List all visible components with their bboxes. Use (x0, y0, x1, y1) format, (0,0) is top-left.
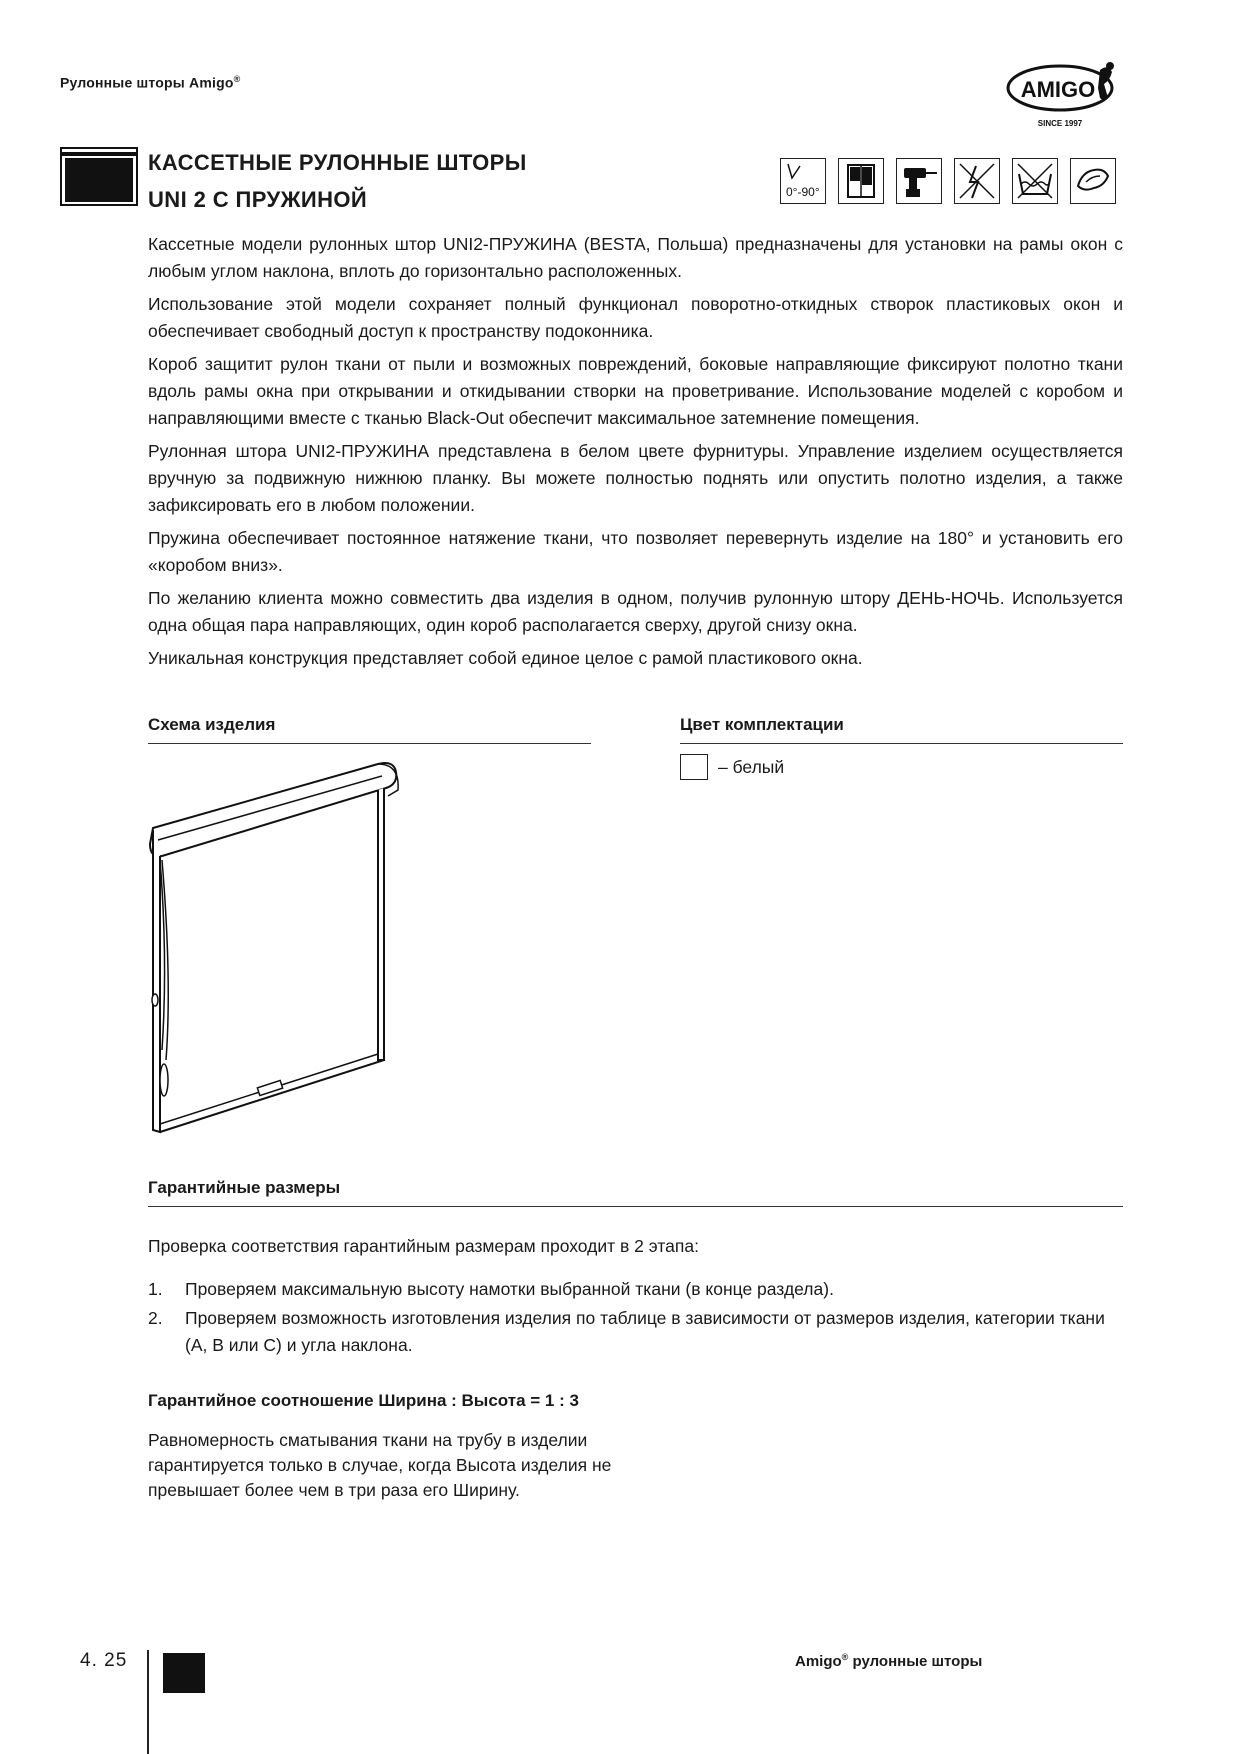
logo-since: SINCE 1997 (1037, 119, 1083, 128)
description-paragraph: Использование этой модели сохраняет полный функционал поворотно-откидных створок пластиковых окон и обеспечивает свободный доступ к пространству подоконника. (148, 294, 1123, 341)
guarantee-intro: Проверка соответствия гарантийным размерам проходит в 2 этапа: (148, 1236, 699, 1256)
product-scheme-drawing (148, 760, 408, 1140)
registered-mark: ® (841, 1652, 849, 1662)
guarantee-steps (148, 1276, 1123, 1361)
description-paragraph: Рулонная штора UNI2-ПРУЖИНА представлена в белом цвете фурнитуры. Управление изделием осуществляется вручную за подвижную нижнюю планку. Вы можете полностью поднять или опустить полотно изделия, а также зафиксировать его в любом положении. (148, 441, 1123, 515)
ratio-text: Равномерность сматывания ткани на трубу в изделии гарантируется только в случае, когда Высота изделия не превышает более чем в три раза его Ширину. (148, 1430, 612, 1500)
angle-0-90-icon (780, 158, 826, 204)
title-line-2: UNI 2 С ПРУЖИНОЙ (148, 187, 368, 212)
color-label: – белый (718, 756, 785, 777)
footer-marker (163, 1653, 205, 1693)
page-title (148, 144, 527, 218)
step-text: Проверяем максимальную высоту намотки выбранной ткани (в конце раздела). (185, 1279, 834, 1299)
list-item (148, 1276, 1123, 1303)
ratio-heading: Гарантийное соотношение Ширина : Высота = 1 : 3 (148, 1391, 579, 1410)
scheme-heading: Схема изделия (148, 715, 591, 744)
logo-wordmark: AMIGO (1020, 77, 1096, 102)
step-number: 2. (148, 1308, 163, 1328)
description-paragraph: По желанию клиента можно совместить два изделия в одном, получив рулонную штору ДЕНЬ-НОЧЬ. Используется одна общая пара направляющих, один короб располагается сверху, другой снизу окна. (148, 588, 1123, 635)
page-number: 4. 25 (80, 1650, 128, 1671)
color-option (680, 754, 784, 780)
running-header (60, 74, 240, 91)
title-line-1: КАССЕТНЫЕ РУЛОННЫЕ ШТОРЫ (148, 150, 527, 175)
footer-brand-suffix: рулонные шторы (848, 1653, 983, 1670)
drill-icon (896, 158, 942, 204)
list-item (148, 1305, 1123, 1359)
angle-label: 0°-90° (786, 185, 820, 199)
wipe-cleaning-icon (1070, 158, 1116, 204)
description-paragraph: Уникальная конструкция представляет собой единое целое с рамой пластикового окна. (148, 648, 863, 668)
color-swatch-white (680, 754, 708, 780)
footer-brand (795, 1652, 982, 1670)
feature-pictograms (780, 158, 1116, 204)
color-heading: Цвет комплектации (680, 715, 1123, 744)
running-title: Рулонные шторы Amigo (60, 74, 234, 91)
no-wash-icon (1012, 158, 1058, 204)
description (148, 231, 1123, 678)
window-icon (838, 158, 884, 204)
step-number: 1. (148, 1279, 163, 1299)
description-paragraph: Короб защитит рулон ткани от пыли и возможных повреждений, боковые направляющие фиксируют полотно ткани вдоль рамы окна при открывании и откидывании створки на проветривание. Использование моделей с коробом и направляющими вместе с тканью Black-Out обеспечит максимальное затемнение помещения. (148, 354, 1123, 428)
no-electricity-icon (954, 158, 1000, 204)
description-paragraph: Пружина обеспечивает постоянное натяжение ткани, что позволяет перевернуть изделие на 180° и установить его «коробом вниз». (148, 528, 1123, 575)
step-text: Проверяем возможность изготовления изделия по таблице в зависимости от размеров изделия, категории ткани (A, B или C) и угла наклона. (185, 1308, 1105, 1355)
guarantee-heading: Гарантийные размеры (148, 1178, 1123, 1207)
footer-divider (147, 1650, 149, 1754)
footer-brand-name: Amigo (795, 1653, 842, 1670)
cassette-blind-icon (60, 146, 140, 206)
amigo-logo (1000, 58, 1130, 130)
registered-mark: ® (233, 74, 241, 84)
description-paragraph: Кассетные модели рулонных штор UNI2-ПРУЖИНА (BESTA, Польша) предназначены для установки на рамы окон с любым углом наклона, вплоть до горизонтально расположенных. (148, 234, 1123, 281)
